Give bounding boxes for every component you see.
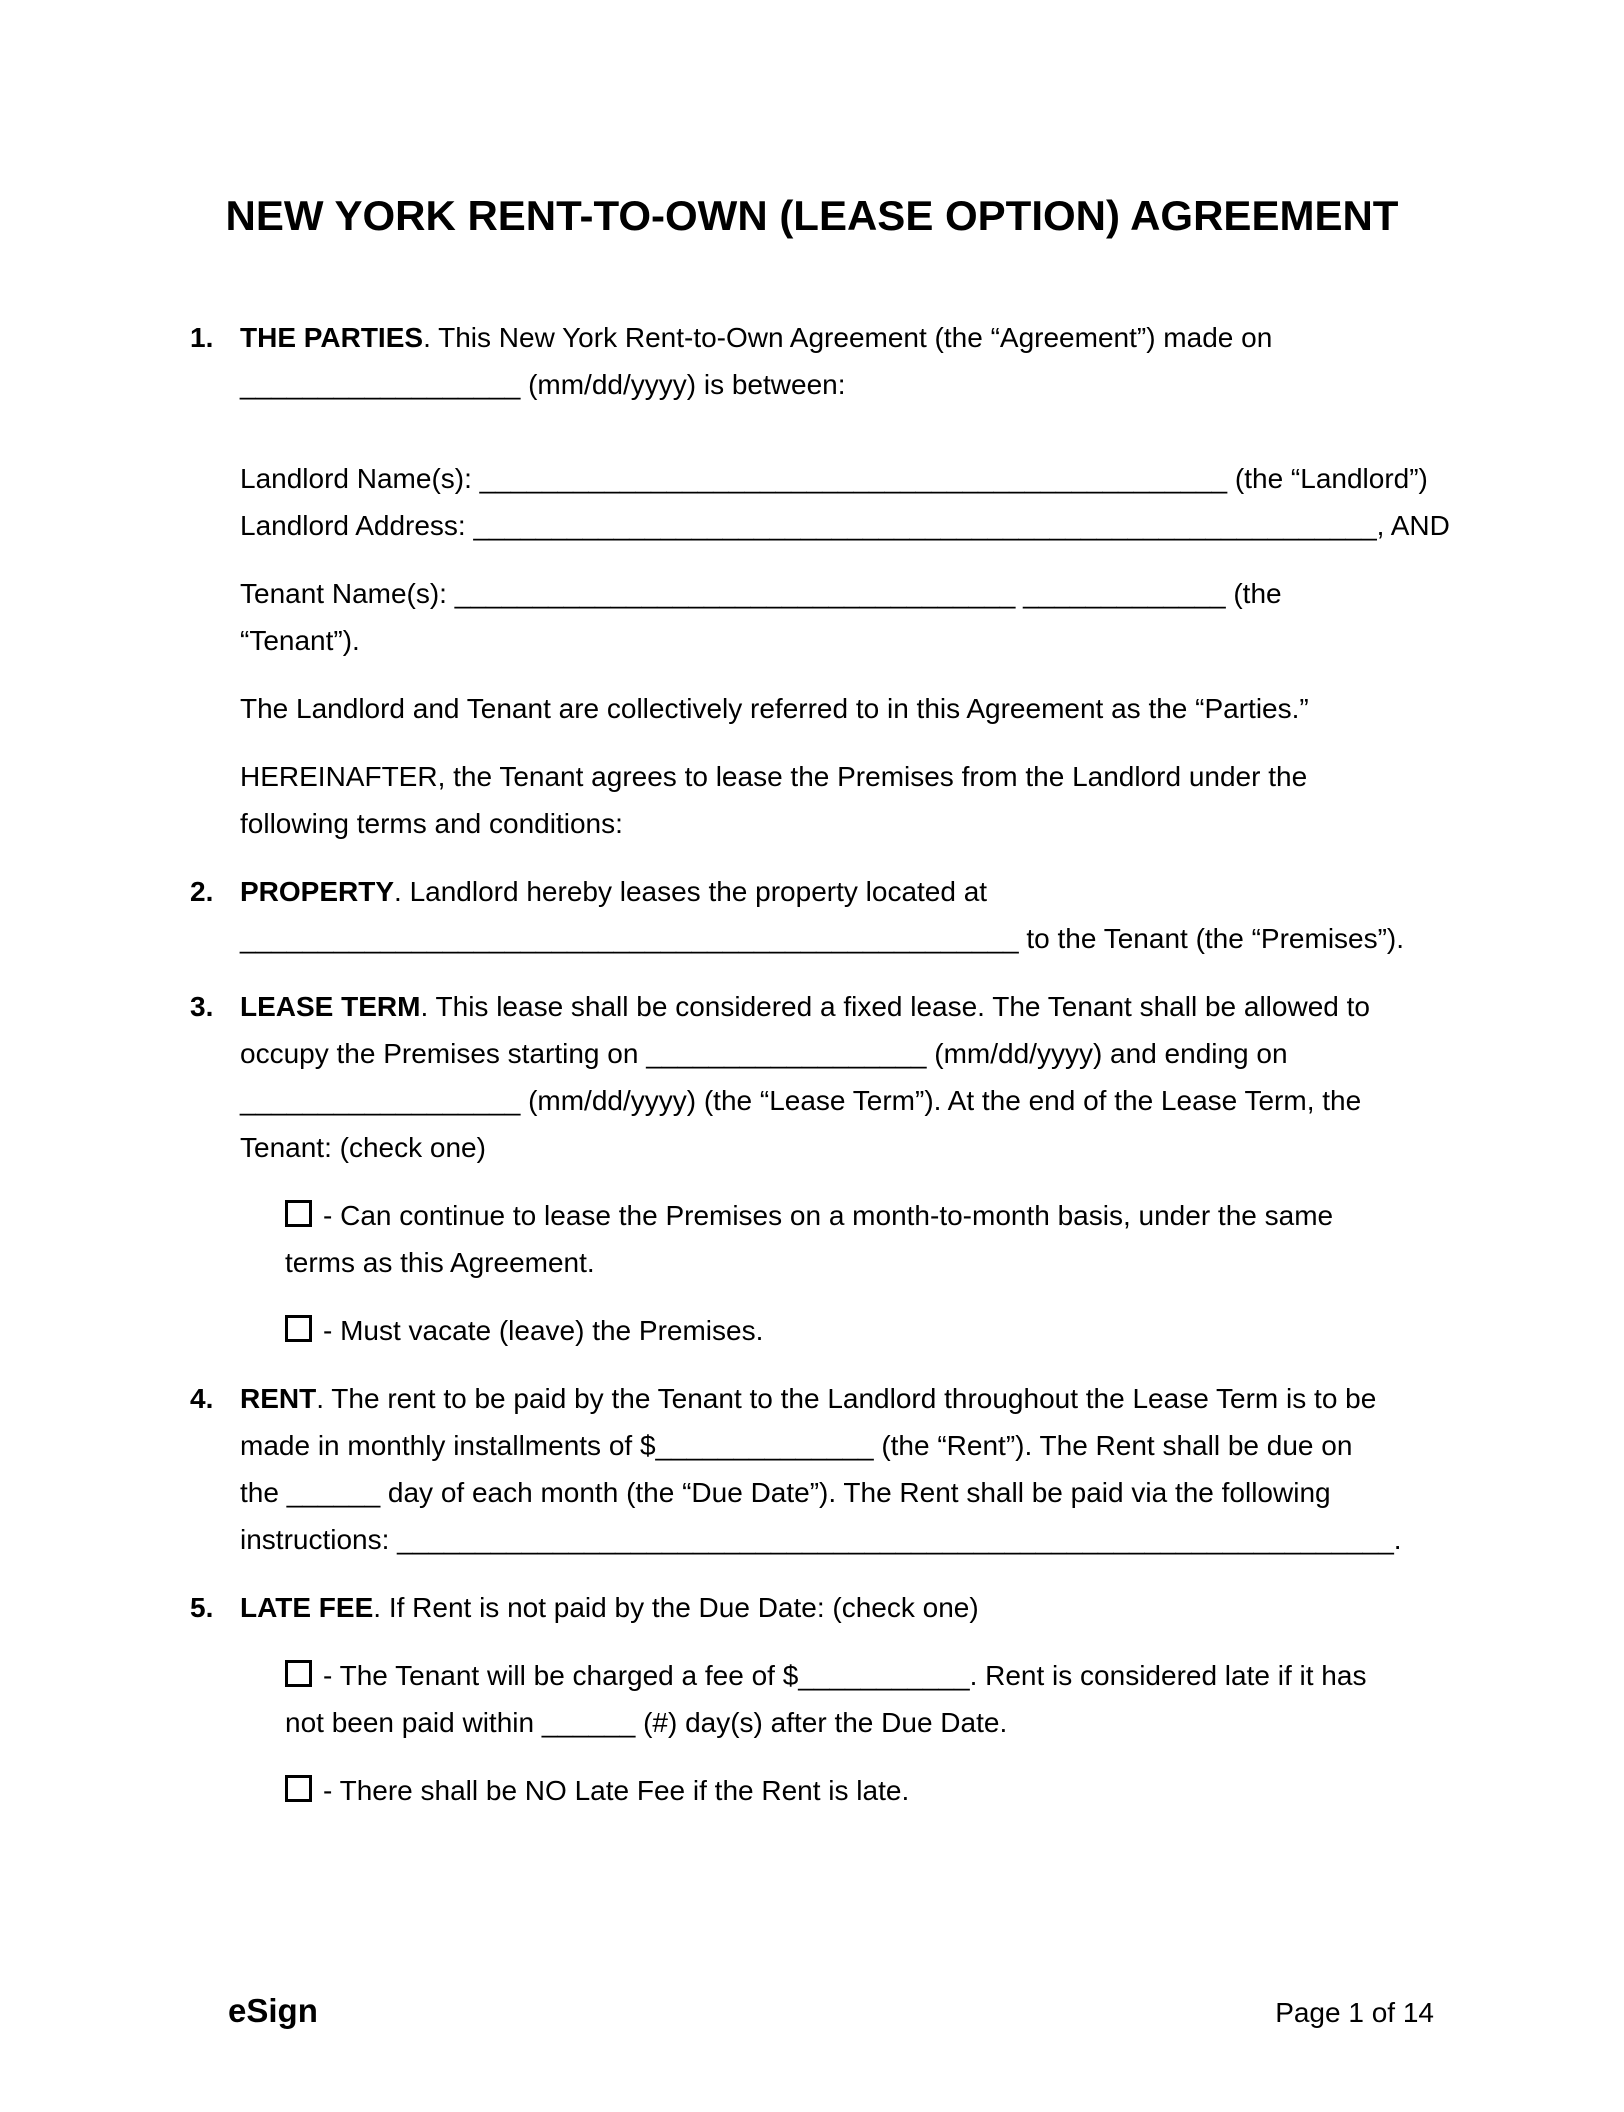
checkbox-icon <box>285 1315 312 1342</box>
esign-logo: eSign <box>228 1992 318 2029</box>
lease-start-line: occupy the Premises starting on __________________ (mm/dd/yyyy) and ending on <box>240 1038 1288 1069</box>
lease-term-option-vacate <box>285 1307 1474 1354</box>
agreement-date-blank-line: __________________ (mm/dd/yyyy) is between: <box>240 369 846 400</box>
option-continue-line-1 <box>285 1192 1474 1239</box>
section-4-text: . The rent to be paid by the Tenant to the Landlord throughout the Lease Term is to be <box>316 1383 1377 1414</box>
option-charged-text: - The Tenant will be charged a fee of $___________. Rent is considered late if it has <box>323 1660 1367 1691</box>
section-4-rent <box>190 1375 1474 1563</box>
section-3-number: 3. <box>190 991 214 1022</box>
page-number-label: Page 1 of 14 <box>1275 1997 1434 2028</box>
section-3-text: . This lease shall be considered a fixed lease. The Tenant shall be allowed to <box>420 991 1370 1022</box>
option-vacate-line <box>285 1307 1474 1354</box>
option-vacate-text: - Must vacate (leave) the Premises. <box>323 1315 764 1346</box>
section-2-number: 2. <box>190 876 214 907</box>
option-charged-line-2: not been paid within ______ (#) day(s) after the Due Date. <box>285 1707 1008 1738</box>
section-4-line-1 <box>190 1375 1474 1422</box>
section-2-heading: PROPERTY <box>240 876 395 907</box>
landlord-block <box>240 455 1474 549</box>
option-continue-line-2: terms as this Agreement. <box>285 1247 595 1278</box>
section-1-line-1 <box>190 314 1474 361</box>
hereinafter-line-1: HEREINAFTER, the Tenant agrees to lease the Premises from the Landlord under the <box>240 761 1308 792</box>
page-footer <box>228 1992 1434 2030</box>
option-none-text: - There shall be NO Late Fee if the Rent is late. <box>323 1775 910 1806</box>
section-3-lease-term <box>190 983 1474 1171</box>
section-2-text: . Landlord hereby leases the property located at <box>394 876 988 907</box>
late-fee-option-charged <box>285 1652 1474 1746</box>
tenant-name-line: Tenant Name(s): ____________________________________ _____________ (the <box>240 578 1282 609</box>
option-continue-text: - Can continue to lease the Premises on a month-to-month basis, under the same <box>323 1200 1334 1231</box>
section-1-parties <box>190 314 1474 408</box>
parties-statement <box>240 685 1474 732</box>
lease-term-option-continue <box>285 1192 1474 1286</box>
tenant-block <box>240 570 1474 664</box>
section-1-number: 1. <box>190 322 214 353</box>
section-2-property <box>190 868 1474 962</box>
section-4-number: 4. <box>190 1383 214 1414</box>
section-5-number: 5. <box>190 1592 214 1623</box>
checkbox-icon <box>285 1660 312 1687</box>
section-3-heading: LEASE TERM <box>240 991 421 1022</box>
option-charged-line-1 <box>285 1652 1474 1699</box>
section-4-heading: RENT <box>240 1383 317 1414</box>
rent-instructions-line: instructions: ________________________________________________________________. <box>240 1524 1402 1555</box>
section-5-line-1 <box>190 1584 1474 1631</box>
section-5-late-fee <box>190 1584 1474 1631</box>
section-1-heading: THE PARTIES <box>240 322 424 353</box>
check-one-line: Tenant: (check one) <box>240 1132 486 1163</box>
section-1-text: . This New York Rent-to-Own Agreement (the “Agreement”) made on <box>423 322 1273 353</box>
property-address-blank-line: __________________________________________________ to the Tenant (the “Premises”). <box>240 923 1405 954</box>
parties-statement-line: The Landlord and Tenant are collectively referred to in this Agreement as the “Parties.” <box>240 693 1309 724</box>
section-5-heading: LATE FEE <box>240 1592 374 1623</box>
document-title: NEW YORK RENT-TO-OWN (LEASE OPTION) AGREEMENT <box>225 192 1399 239</box>
rent-due-day-line: the ______ day of each month (the “Due Date”). The Rent shall be paid via the following <box>240 1477 1331 1508</box>
hereinafter-statement <box>240 753 1474 847</box>
document-body <box>0 314 1624 1814</box>
landlord-name-line: Landlord Name(s): ________________________________________________ (the “Landlord”) <box>240 463 1428 494</box>
section-3-line-1 <box>190 983 1474 1030</box>
hereinafter-line-2: following terms and conditions: <box>240 808 623 839</box>
late-fee-option-none <box>285 1767 1474 1814</box>
tenant-name-line-2: “Tenant”). <box>240 625 360 656</box>
section-5-text: . If Rent is not paid by the Due Date: (check one) <box>373 1592 979 1623</box>
landlord-address-line: Landlord Address: __________________________________________________________, AND <box>240 510 1450 541</box>
checkbox-icon <box>285 1200 312 1227</box>
section-2-line-1 <box>190 868 1474 915</box>
option-none-line <box>285 1767 1474 1814</box>
checkbox-icon <box>285 1775 312 1802</box>
rent-amount-line: made in monthly installments of $______________ (the “Rent”). The Rent shall be due on <box>240 1430 1353 1461</box>
lease-end-line: __________________ (mm/dd/yyyy) (the “Lease Term”). At the end of the Lease Term, the <box>240 1085 1362 1116</box>
